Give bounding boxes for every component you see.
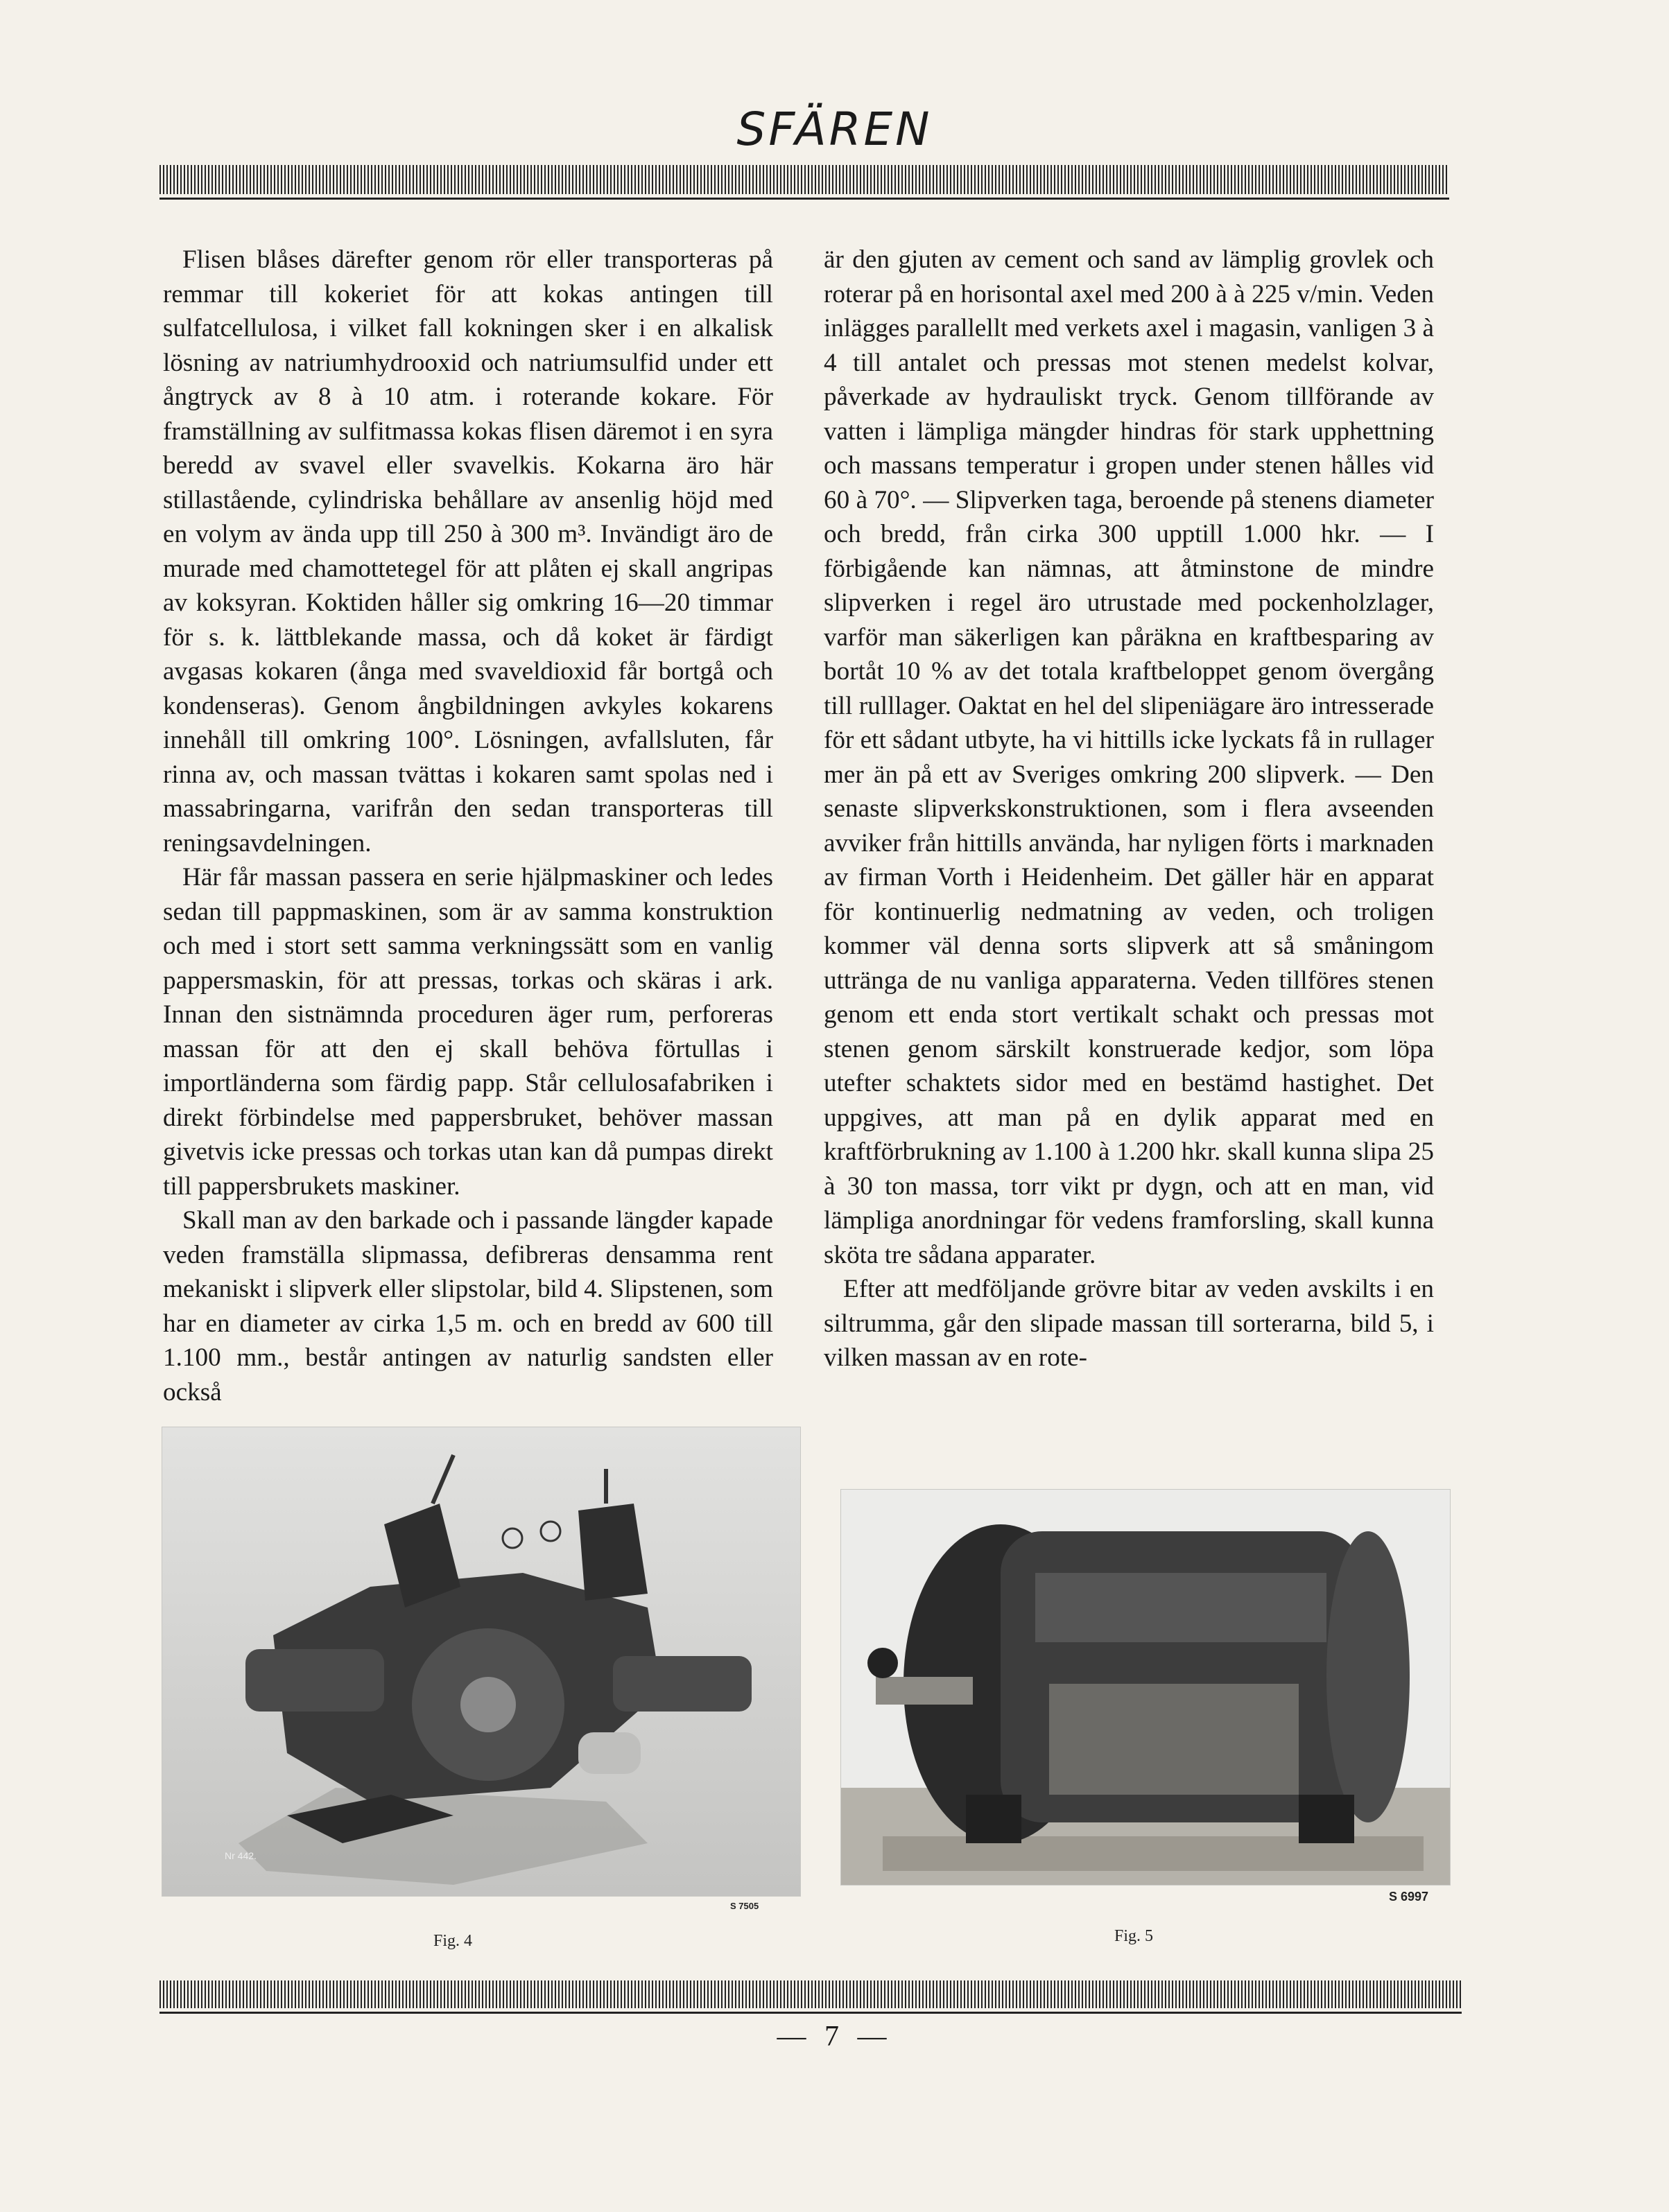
masthead-title: SFÄREN — [736, 103, 933, 156]
figure-caption: Fig. 4 — [433, 1932, 473, 1950]
figure-code: S 7505 — [730, 1901, 759, 1911]
right-column — [824, 243, 1434, 1375]
left-column — [163, 243, 773, 1409]
footer-rule — [159, 1980, 1462, 2008]
sorter-drum-illustration — [841, 1490, 1450, 1885]
paragraph: är den gjuten av cement och sand av lämplig grovlek och roterar på en horisontal axel med 200 à à 225 v/min. Veden inlägges parallellt med verkets axel i magasin, vanligen 3 à 4 till antalet och pressas mot stenen medelst kolvar, påverkade av hydrauliskt tryck. Genom tillförande av vatten i lämpliga mängder hindras för stark upphettning och massans temperatur i gropen under stenen hålles vid 60 à 70°. — Slipverken taga, beroende på stenens diameter och bredd, från cirka 300 upptill 1.000 hkr. — I förbigående kan nämnas, att åtminstone de mindre slipverken i regel äro utrustade med pockenholzlager, varför man säkerligen kan påräkna en kraftbesparing av bortåt 10 % av det totala kraftbeloppet genom övergång till rulllager. Oaktat en hel del slipeniägare äro intresserade för ett sådant utbyte, ha vi hittills icke lyckats få in rullager mer än på ett av Sveriges omkring 200 slipverk. — Den senaste slipverkskonstruktionen, som i flera avseenden avviker från hittills använda, har nyligen förts i marknaden av firman Vorth i Heidenheim. Det gäller här en apparat för kontinuerlig nedmatning av veden, och troligen kommer väl denna sorts slipverk att så småningom uttränga de nu vanliga apparaterna. Veden tillföres stenen genom ett enda stort vertikalt schakt och pressas mot stenen genom särskilt konstruerade kedjor, som löpa utefter schaktets sidor med en bestämd hastighet. Det uppgives, att man på en dylik apparat med en kraftförbrukning av 1.100 à 1.200 hkr. skall kunna slipa 25 à 30 ton massa, torr vikt pr dygn, och att en man, vid lämpliga anordningar för vedens framforsling, skall kunna sköta tre sådana apparater. — [824, 245, 1434, 1269]
plate-number: Nr 442. — [225, 1850, 257, 1861]
paragraph: Här får massan passera en serie hjälpmaskiner och ledes sedan till pappmaskinen, som är av samma konstruktion och med i stort sett samma verkningssätt som en vanlig pappersmaskin, för att pressas, torkas och skäras i ark. Innan den sistnämnda proceduren äger rum, perforeras massan för att den ej skall behöva förtullas i importländerna som färdig papp. Står cellulosafabriken i direkt förbindelse med pappersbruket, behöver massan givetvis icke pressas och torkas utan kan då pumpas direkt till pappersbrukets maskiner. — [163, 863, 773, 1201]
grinder-machine-illustration — [162, 1427, 800, 1896]
header-rule — [159, 165, 1449, 194]
figure-sorter-photo — [840, 1489, 1451, 1886]
paragraph: Efter att medföljande grövre bitar av veden avskilts i en siltrumma, går den slipade massan till sorterarna, bild 5, i vilken massan av en rote- — [824, 1275, 1434, 1372]
figure-grinder-photo — [162, 1427, 801, 1897]
figure-caption: Fig. 5 — [1114, 1927, 1154, 1945]
page-number: — 7 — — [777, 2021, 892, 2053]
paragraph: Flisen blåses därefter genom rör eller transporteras på remmar till kokeriet för att kokas antingen till sulfatcellulosa, i vilket fall kokningen sker i en alkalisk lösning av natriumhydrooxid och natriumsulfid under ett ångtryck av 8 à 10 atm. i roterande kokare. För framställning av sulfitmassa kokas flisen däremot i en syra beredd av svavel eller svavelkis. Kokarna äro här stillastående, cylindriska behållare av ansenlig höjd med en volym av ända upp till 250 à 300 m³. Invändigt äro de murade med chamottetegel för att plåten ej skall angripas av koksyran. Koktiden håller sig omkring 16—20 timmar för s. k. lättblekande massa, och då koket är färdigt avgasas kokaren (ånga med svaveldioxid får bortgå och kondenseras). Genom ångbildningen avkyles kokarens innehåll till omkring 100°. Lösningen, avfallsluten, får rinna av, och massan tvättas i kokaren samt spolas ned i massabringarna, varifrån den sedan transporteras till reningsavdelningen. — [163, 245, 773, 857]
figure-code: S 6997 — [1389, 1890, 1429, 1904]
paragraph: Skall man av den barkade och i passande längder kapade veden framställa slipmassa, defibreras densamma rent mekaniskt i slipverk eller slipstolar, bild 4. Slipstenen, som har en diameter av cirka 1,5 m. och en bredd av 600 till 1.100 mm., består antingen av naturlig sandsten eller också — [163, 1206, 773, 1407]
